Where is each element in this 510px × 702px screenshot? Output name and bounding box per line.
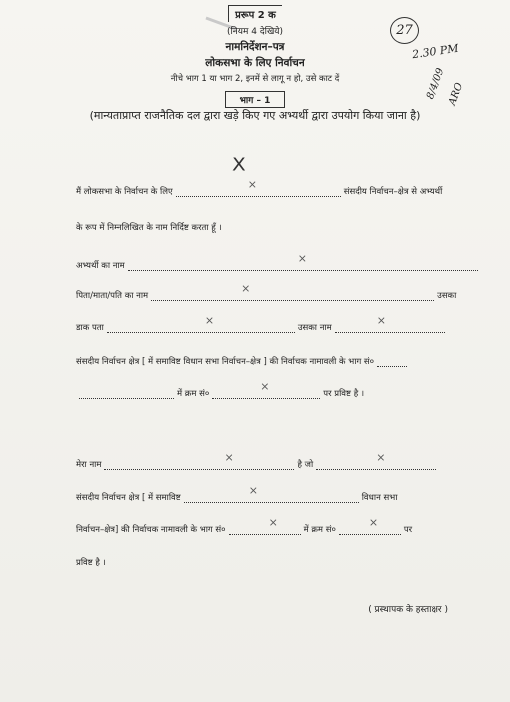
form-number xyxy=(0,5,510,22)
entered-label-1: पर प्रविष्ट है । xyxy=(323,389,365,399)
his-name-field[interactable] xyxy=(335,314,445,333)
line-constituency-candidate xyxy=(76,178,443,197)
his-name-tick: × xyxy=(376,314,386,327)
my-name-field[interactable] xyxy=(104,451,294,470)
electoral-roll-label: संसदीय निर्वाचन क्षेत्र [ में समाविष्ट विधान सभा निर्वाचन–क्षेत्र ] की निर्वाचक नामावली के भाग सं० xyxy=(76,357,375,367)
form-instruction: नीचे भाग 1 या भाग 2, इनमें से लागू न हो, उसे काट दें xyxy=(170,74,340,84)
constituency-field[interactable] xyxy=(176,178,341,197)
proposer-detail-tick: × xyxy=(376,451,386,464)
entered-label-2: प्रविष्ट है । xyxy=(76,558,106,568)
postal-address-tick: × xyxy=(204,314,215,327)
serial-number-tick: × xyxy=(260,380,270,393)
roll-part-field-cont[interactable] xyxy=(79,389,174,399)
form-subtitle: लोकसभा के लिए निर्वाचन xyxy=(205,57,305,69)
part-label-text: भाग – 1 xyxy=(225,91,286,108)
parent-name-tick: × xyxy=(241,282,251,295)
postal-address-field[interactable] xyxy=(107,314,295,333)
his-name-label: उसका नाम xyxy=(297,323,332,333)
circled-number: 27 xyxy=(390,17,419,44)
part-description: (मान्यताप्राप्त राजनैतिक दल द्वारा खड़े किए गए अभ्यर्थी द्वारा उपयोग किया जाना है) xyxy=(89,109,421,122)
candidate-name-label: अभ्यर्थी का नाम xyxy=(76,261,125,271)
line-proposer-constituency xyxy=(76,484,398,503)
line1-label-b: संसदीय निर्वाचन–क्षेत्र से अभ्यर्थी xyxy=(343,187,443,197)
candidate-name-tick: × xyxy=(297,252,307,265)
line-electoral-roll xyxy=(76,356,410,367)
constituency-tick: × xyxy=(247,178,257,191)
proposer-constituency-label: संसदीय निर्वाचन क्षेत्र [ में समाविष्ट xyxy=(76,493,181,503)
proposer-roll-part-field[interactable] xyxy=(229,516,301,535)
line-proposer-roll xyxy=(76,516,413,535)
assembly-label: विधान सभा xyxy=(361,493,398,503)
initials-note: ARO xyxy=(447,81,466,107)
postal-address-label: डाक पता xyxy=(76,323,104,333)
assembly-constituency-field[interactable] xyxy=(184,484,359,503)
assembly-constituency-tick: × xyxy=(248,484,258,497)
form-number-text: प्ररूप 2 क xyxy=(228,5,282,22)
proposer-roll-tick: × xyxy=(268,516,278,529)
roll-part-field[interactable] xyxy=(377,357,407,367)
proposer-detail-field[interactable] xyxy=(316,451,436,470)
on-label: पर xyxy=(403,525,413,535)
line-entered xyxy=(76,557,106,568)
serial-number-field[interactable] xyxy=(212,380,320,399)
form-title: नामनिर्देशन–पत्र xyxy=(225,41,285,53)
proposer-serial-tick: × xyxy=(368,516,379,529)
serial-number-label: में क्रम सं० xyxy=(177,389,210,399)
proposer-roll-label: निर्वाचन–क्षेत्र] की निर्वाचक नामावली के भाग सं० xyxy=(76,525,226,535)
line-postal-address xyxy=(76,314,448,333)
his-label: उसका xyxy=(437,291,457,301)
time-note: 2.30 PM xyxy=(411,41,460,62)
parent-name-field[interactable] xyxy=(151,282,434,301)
line-serial-number xyxy=(76,380,365,399)
line-candidate-name xyxy=(76,252,481,271)
proposer-signature-label: ( प्रस्थापक के हस्ताक्षर ) xyxy=(368,605,448,615)
line-designation xyxy=(76,222,222,233)
my-name-label: मेरा नाम xyxy=(76,460,102,470)
rule-reference: (नियम 4 देखिये) xyxy=(226,27,284,37)
proposer-serial-field[interactable] xyxy=(339,516,401,535)
line-parent-name xyxy=(76,282,457,301)
date-note: 8/4/09 xyxy=(425,66,447,101)
candidate-name-field[interactable] xyxy=(128,252,478,271)
line2-label: के रूप में निम्नलिखित के नाम निर्दिष्ट करता हूँ । xyxy=(76,223,222,233)
big-cross-mark: X xyxy=(232,153,246,175)
my-name-tick: × xyxy=(224,451,234,464)
parent-name-label: पिता/माता/पति का नाम xyxy=(76,291,149,301)
line1-label-a: मैं लोकसभा के निर्वाचन के लिए xyxy=(76,187,173,197)
line-my-name xyxy=(76,451,439,470)
and-label: है जो xyxy=(297,460,314,470)
proposer-serial-label: में क्रम सं० xyxy=(303,525,336,535)
